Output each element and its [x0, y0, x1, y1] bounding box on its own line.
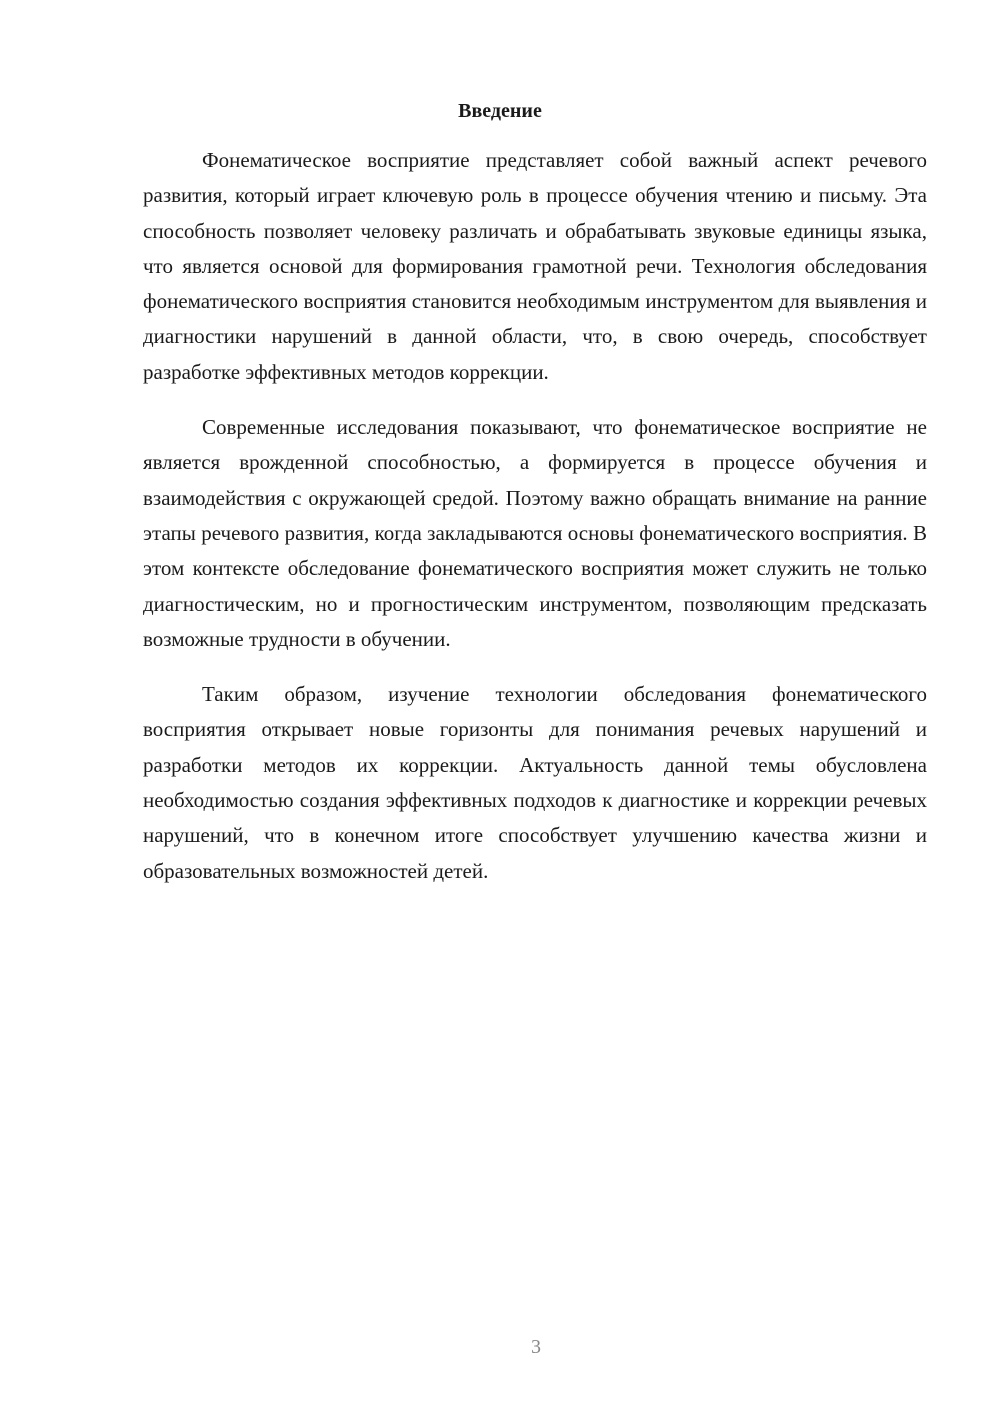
paragraph-2: Современные исследования показывают, что фонематическое восприятие не является врожденной способностью, а формируется в процессе обучения и взаимодействия с окружающей средой. Поэтому важно обращать внимание на ранние этапы речевого развития, когда закладываются основы фонематического восприятия. В этом контексте обследование фонематического восприятия может служить не только диагностическим, но и прогностическим инструментом, позволяющим предсказать возможные трудности в обучении.	[143, 415, 927, 651]
paragraph-1: Фонематическое восприятие представляет собой важный аспект речевого развития, который играет ключевую роль в процессе обучения чтению и письму. Эта способность позволяет человеку различать и обрабатывать звуковые единицы языка, что является основой для формирования грамотной речи. Технология обследования фонематического восприятия становится необходимым инструментом для выявления и диагностики нарушений в данной области, что, в свою очередь, способствует разработке эффективных методов коррекции.	[143, 148, 927, 384]
page-number: 3	[531, 1336, 541, 1358]
body-text	[143, 143, 927, 909]
section-heading: Введение	[458, 100, 542, 122]
paragraph-3: Таким образом, изучение технологии обследования фонематического восприятия открывает новые горизонты для понимания речевых нарушений и разработки методов их коррекции. Актуальность данной темы обусловлена необходимостью создания эффективных подходов к диагностике и коррекции речевых нарушений, что в конечном итоге способствует улучшению качества жизни и образовательных возможностей детей.	[143, 682, 927, 883]
